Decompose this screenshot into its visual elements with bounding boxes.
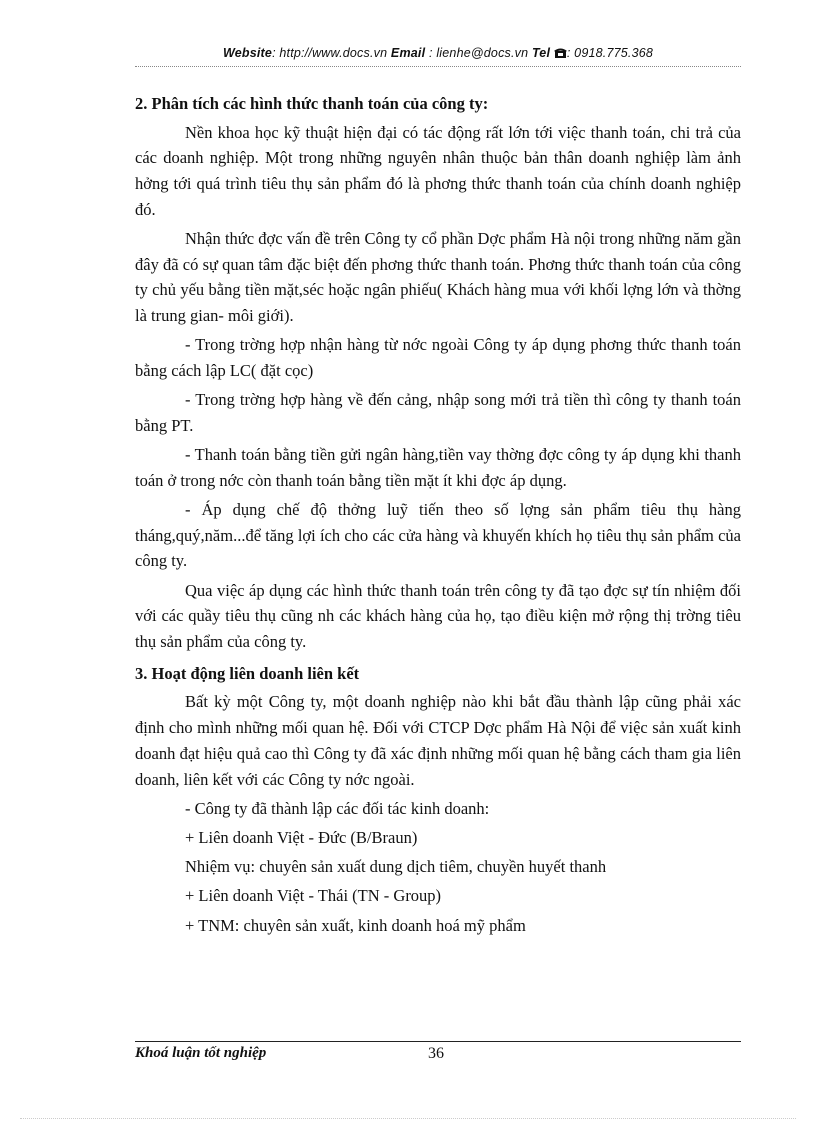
page-header xyxy=(135,46,741,68)
page-number: 36 xyxy=(428,1045,444,1062)
section-3-heading: 3. Hoạt động liên doanh liên kết xyxy=(135,663,360,683)
website-value: : http://www.docs.vn xyxy=(272,46,388,60)
section-3-list-item: + Liên doanh Việt - Đức (B/Braun) xyxy=(185,827,418,847)
tel-value: : 0918.775.368 xyxy=(566,46,654,60)
section-2-paragraph: Qua việc áp dụng các hình thức thanh toán trên công ty đã tạo đợc sự tín nhiệm đối với các quầy tiêu thụ cũng nh các khách hàng của họ, tạo điều kiện mở rộng thị trờng tiêu thụ sản phẩm của công ty. xyxy=(135,580,741,652)
section-2-paragraph: - Áp dụng chế độ thởng luỹ tiến theo số lợng sản phẩm tiêu thụ hàng tháng,quý,năm...để tăng lợi ích cho các cửa hàng và khuyến khích họ tiêu thụ sản phẩm của công ty. xyxy=(135,500,741,571)
section-2-paragraph: - Trong trờng hợp hàng về đến cảng, nhập song mới trả tiền thì công ty thanh toán bằng PT. xyxy=(135,390,741,435)
page-edge-divider xyxy=(20,1118,796,1119)
section-3-list-item: - Công ty đã thành lập các đối tác kinh doanh: xyxy=(185,798,490,818)
header-divider xyxy=(135,66,741,67)
section-3-list-item: + Liên doanh Việt - Thái (TN - Group) xyxy=(185,886,442,906)
telephone-icon xyxy=(554,47,567,62)
section-2-heading: 2. Phân tích các hình thức thanh toán của công ty: xyxy=(135,94,489,113)
footer-divider xyxy=(135,1041,741,1042)
section-2-paragraph: Nền khoa học kỹ thuật hiện đại có tác động rất lớn tới việc thanh toán, chi trả của các doanh nghiệp. Một trong những nguyên nhân thuộc bản thân doanh nghiệp làm ảnh hởng tới quá trình tiêu thụ sản phẩm đó là phơng thức thanh toán của chính doanh nghiệp đó. xyxy=(135,122,741,219)
email-label: Email xyxy=(390,46,426,60)
section-3-list-item: + TNM: chuyên sản xuất, kinh doanh hoá mỹ phẩm xyxy=(185,915,526,935)
website-label: Website xyxy=(222,46,273,60)
section-2-paragraph: - Thanh toán bằng tiền gửi ngân hàng,tiền vay thờng đợc công ty áp dụng khi thanh toán ở trong nớc còn thanh toán bằng tiền mặt ít khi đợc áp dụng. xyxy=(135,445,741,490)
section-3-list-item: Nhiệm vụ: chuyên sản xuất dung dịch tiêm, chuyền huyết thanh xyxy=(185,857,607,877)
tel-label: Tel xyxy=(531,46,551,60)
document-body xyxy=(135,91,741,942)
section-3-paragraph: Bất kỳ một Công ty, một doanh nghiệp nào khi bắt đầu thành lập cũng phải xác định cho mình những mối quan hệ. Đối với CTCP Dợc phẩm Hà Nội để việc sản xuất kinh doanh đạt hiệu quả cao thì Công ty đã xác định những mối quan hệ bằng cách tham gia liên doanh, liên kết với các Công ty nớc ngoài. xyxy=(135,692,741,789)
email-value: : lienhe@docs.vn xyxy=(428,46,529,60)
footer-title: Khoá luận tốt nghiệp xyxy=(135,1045,267,1061)
section-2-paragraph: - Trong trờng hợp nhận hàng từ nớc ngoài Công ty áp dụng phơng thức thanh toán bằng cách lập LC( đặt cọc) xyxy=(135,335,741,381)
section-2-paragraph: Nhận thức đợc vấn đề trên Công ty cổ phần Dợc phẩm Hà nội trong những năm gần đây đã có sự quan tâm đặc biệt đến phơng thức thanh toán. Phơng thức thanh toán của công ty chủ yếu bằng tiền mặt,séc hoặc ngân phiếu( Khách hàng mua với khối lợng lớn và thờng là trung gian- môi giới). xyxy=(135,229,741,326)
